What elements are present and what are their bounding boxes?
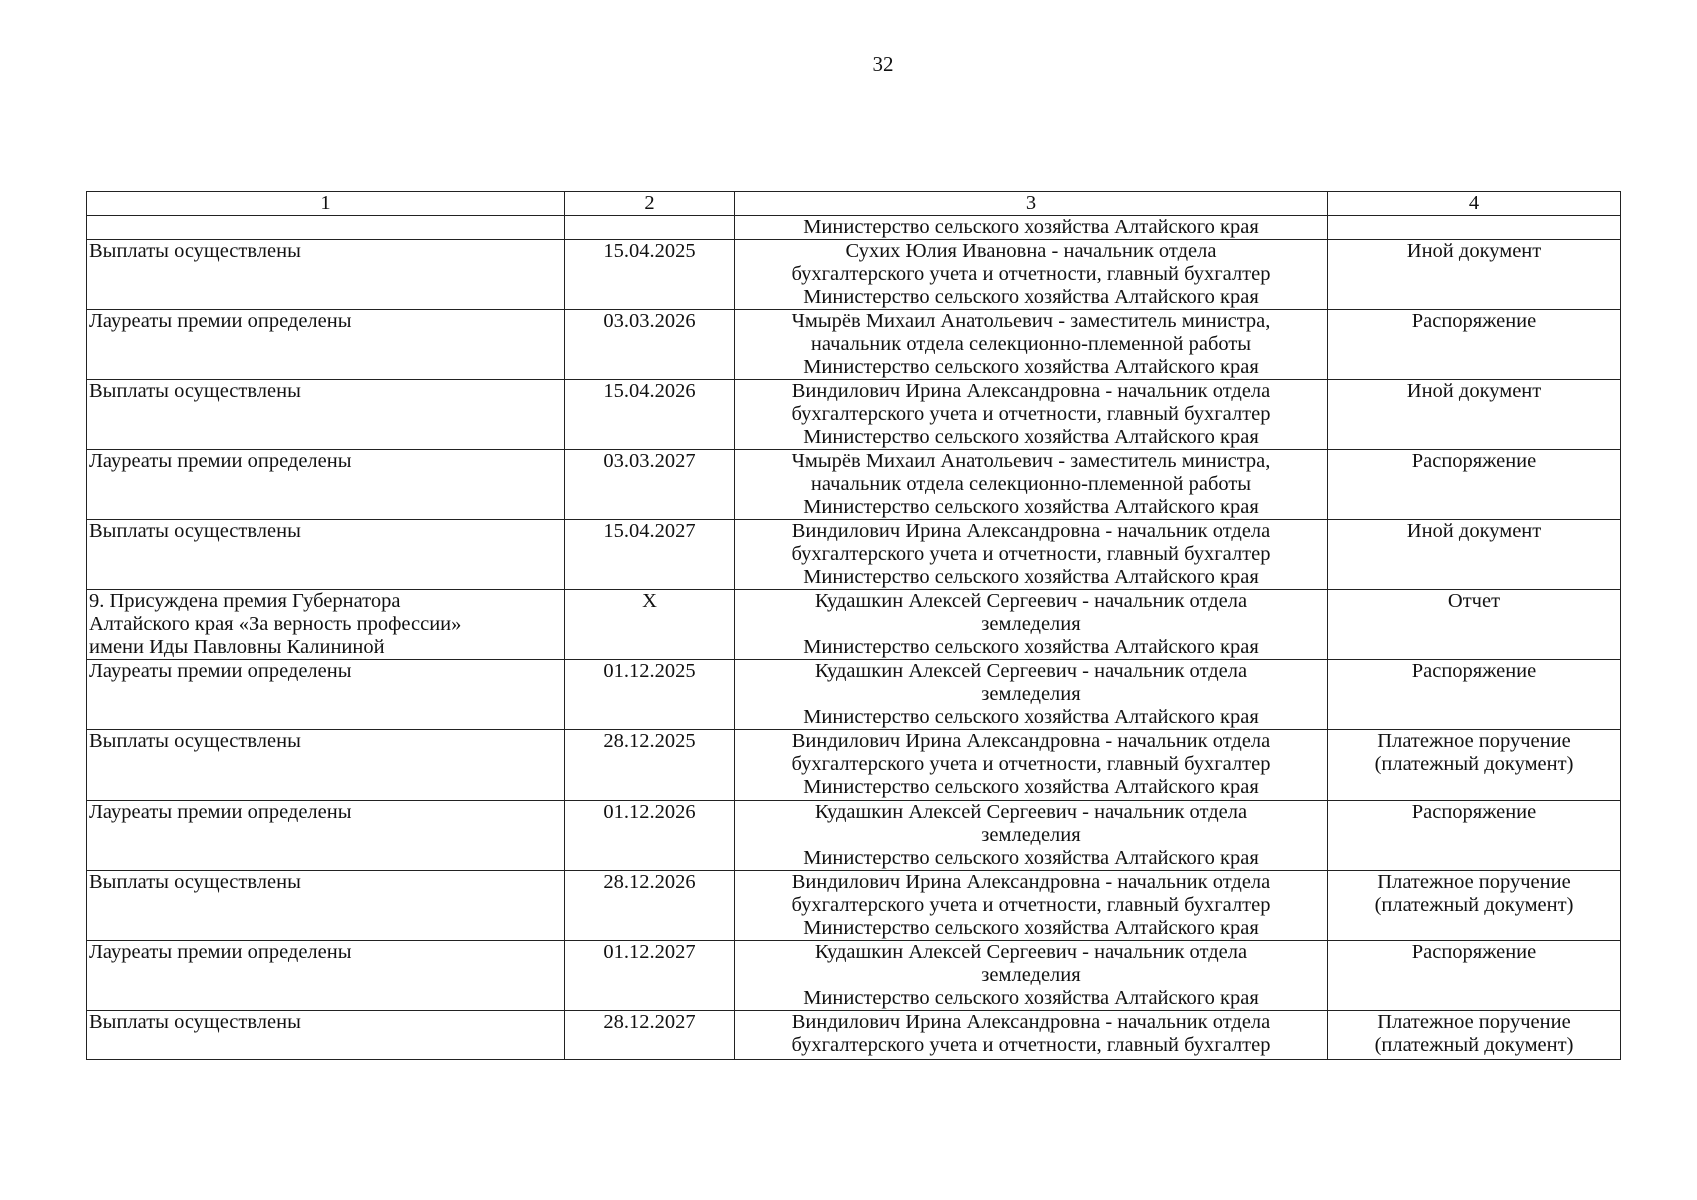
- text-line: Виндилович Ирина Александровна - начальник отдела: [791, 380, 1271, 402]
- cell-event: [87, 450, 565, 520]
- table-row: [87, 730, 1621, 801]
- text-line: бухгалтерского учета и отчетности, главный бухгалтер: [791, 894, 1271, 916]
- cell-event: [87, 730, 565, 801]
- text-line: Лауреаты премии определены: [89, 450, 352, 472]
- cell-date: [565, 590, 735, 660]
- cell-responsible: [735, 801, 1328, 871]
- text-line: 01.12.2025: [603, 660, 696, 682]
- text-line: Выплаты осуществлены: [89, 730, 301, 752]
- text-line: Лауреаты премии определены: [89, 801, 352, 823]
- text-line: имени Иды Павловны Калининой: [89, 636, 385, 658]
- cell-event: [87, 520, 565, 590]
- text-line: Сухих Юлия Ивановна - начальник отдела: [845, 240, 1217, 262]
- text-line: Виндилович Ирина Александровна - начальник отдела: [791, 871, 1271, 893]
- text-line: Распоряжение: [1411, 941, 1537, 963]
- text-line: Чмырёв Михаил Анатольевич - заместитель министра,: [791, 310, 1271, 332]
- text-line: 01.12.2026: [603, 801, 696, 823]
- table-row: [87, 380, 1621, 450]
- cell-date: [565, 801, 735, 871]
- cell-responsible: [735, 520, 1328, 590]
- text-line: Министерство сельского хозяйства Алтайского края: [803, 636, 1259, 658]
- text-line: Лауреаты премии определены: [89, 941, 352, 963]
- text-line: Отчет: [1447, 590, 1501, 612]
- cell-document: [1328, 1011, 1621, 1060]
- table-row: [87, 450, 1621, 520]
- text-line: Министерство сельского хозяйства Алтайского края: [803, 706, 1259, 728]
- cell-responsible: [735, 310, 1328, 380]
- cell-responsible: [735, 216, 1328, 240]
- cell-responsible: [735, 380, 1328, 450]
- text-line: (платежный документ): [1374, 894, 1574, 916]
- cell-date: [565, 520, 735, 590]
- table-row: [87, 801, 1621, 871]
- cell-responsible: [735, 590, 1328, 660]
- cell-responsible: [735, 1011, 1328, 1060]
- text-line: 15.04.2025: [603, 240, 696, 262]
- text-line: земледелия: [981, 613, 1081, 635]
- cell-date: [565, 240, 735, 310]
- text-line: 01.12.2027: [603, 941, 696, 963]
- cell-event: [87, 310, 565, 380]
- text-line: Министерство сельского хозяйства Алтайского края: [803, 356, 1259, 378]
- text-line: Иной документ: [1406, 240, 1542, 262]
- cell-document: [1328, 801, 1621, 871]
- text-line: Алтайского края «За верность профессии»: [89, 613, 462, 635]
- text-line: 28.12.2027: [603, 1011, 696, 1033]
- cell-event: [87, 380, 565, 450]
- text-line: Выплаты осуществлены: [89, 1011, 301, 1033]
- text-line: бухгалтерского учета и отчетности, главный бухгалтер: [791, 263, 1271, 285]
- header-col-4: 4: [1328, 192, 1621, 216]
- page-number: 32: [872, 52, 894, 76]
- text-line: начальник отдела селекционно-племенной работы: [810, 473, 1252, 495]
- text-line: земледелия: [981, 824, 1081, 846]
- cell-date: [565, 730, 735, 801]
- text-line: Министерство сельского хозяйства Алтайского края: [803, 776, 1259, 798]
- continuation-row: [87, 216, 1621, 240]
- cell-document: [1328, 590, 1621, 660]
- cell-date: [565, 660, 735, 730]
- text-line: Иной документ: [1406, 520, 1542, 542]
- text-line: 15.04.2026: [603, 380, 696, 402]
- text-line: Платежное поручение: [1377, 871, 1571, 893]
- table-header-row: [87, 192, 1621, 216]
- text-line: начальник отдела селекционно-племенной работы: [810, 333, 1252, 355]
- text-line: бухгалтерского учета и отчетности, главный бухгалтер: [791, 753, 1271, 775]
- cell-responsible: [735, 450, 1328, 520]
- table-row: [87, 240, 1621, 310]
- text-line: Лауреаты премии определены: [89, 310, 352, 332]
- text-line: бухгалтерского учета и отчетности, главный бухгалтер: [791, 543, 1271, 565]
- text-line: Распоряжение: [1411, 801, 1537, 823]
- text-line: Кудашкин Алексей Сергеевич - начальник отдела: [814, 590, 1248, 612]
- cell-date: [565, 216, 735, 240]
- text-line: Кудашкин Алексей Сергеевич - начальник отдела: [814, 660, 1248, 682]
- text-line: бухгалтерского учета и отчетности, главный бухгалтер: [791, 1034, 1271, 1056]
- text-line: Кудашкин Алексей Сергеевич - начальник отдела: [814, 801, 1248, 823]
- cell-date: [565, 941, 735, 1011]
- text-line: Распоряжение: [1411, 660, 1537, 682]
- text-line: 15.04.2027: [603, 520, 696, 542]
- cell-document: [1328, 941, 1621, 1011]
- cell-event: [87, 240, 565, 310]
- cell-document: [1328, 240, 1621, 310]
- text-line: Х: [642, 590, 657, 612]
- text-line: Виндилович Ирина Александровна - начальник отдела: [791, 730, 1271, 752]
- text-line: 28.12.2025: [603, 730, 696, 752]
- text-line: Виндилович Ирина Александровна - начальник отдела: [791, 1011, 1271, 1033]
- cell-event: [87, 660, 565, 730]
- text-line: земледелия: [981, 683, 1081, 705]
- cell-document: [1328, 660, 1621, 730]
- table-row: [87, 941, 1621, 1011]
- cell-event: [87, 590, 565, 660]
- text-line: Чмырёв Михаил Анатольевич - заместитель министра,: [791, 450, 1271, 472]
- text-line: Кудашкин Алексей Сергеевич - начальник отдела: [814, 941, 1248, 963]
- cell-date: [565, 450, 735, 520]
- cell-date: [565, 871, 735, 941]
- header-col-2: 2: [565, 192, 735, 216]
- cell-document: [1328, 380, 1621, 450]
- cell-responsible: [735, 240, 1328, 310]
- cell-event: [87, 801, 565, 871]
- cell-document: [1328, 310, 1621, 380]
- text-line: (платежный документ): [1374, 753, 1574, 775]
- cell-document: [1328, 871, 1621, 941]
- cell-document: [1328, 450, 1621, 520]
- text-line: Распоряжение: [1411, 310, 1537, 332]
- cell-document: [1328, 730, 1621, 801]
- text-line: бухгалтерского учета и отчетности, главный бухгалтер: [791, 403, 1271, 425]
- text-line: Выплаты осуществлены: [89, 871, 301, 893]
- cell-responsible: [735, 941, 1328, 1011]
- cell-event: [87, 216, 565, 240]
- cell-date: [565, 310, 735, 380]
- text-line: Министерство сельского хозяйства Алтайского края: [803, 496, 1259, 518]
- cell-responsible: [735, 730, 1328, 801]
- cell-event: [87, 941, 565, 1011]
- text-line: Министерство сельского хозяйства Алтайского края: [803, 987, 1259, 1009]
- cell-event: [87, 871, 565, 941]
- text-line: (платежный документ): [1374, 1034, 1574, 1056]
- text-line: Лауреаты премии определены: [89, 660, 352, 682]
- text-line: Платежное поручение: [1377, 1011, 1571, 1033]
- header-col-3: 3: [735, 192, 1328, 216]
- cell-responsible: [735, 871, 1328, 941]
- table-row: [87, 590, 1621, 660]
- text-line: Виндилович Ирина Александровна - начальник отдела: [791, 520, 1271, 542]
- text-line: Выплаты осуществлены: [89, 520, 301, 542]
- table-row: [87, 1011, 1621, 1060]
- text-line: Министерство сельского хозяйства Алтайского края: [803, 566, 1259, 588]
- activity-table: [86, 191, 1621, 1060]
- table-row: [87, 310, 1621, 380]
- cell-document: [1328, 520, 1621, 590]
- text-line: Министерство сельского хозяйства Алтайского края: [803, 216, 1259, 238]
- table-row: [87, 520, 1621, 590]
- cell-event: [87, 1011, 565, 1060]
- cell-document: [1328, 216, 1621, 240]
- text-line: Выплаты осуществлены: [89, 380, 301, 402]
- text-line: Министерство сельского хозяйства Алтайского края: [803, 286, 1259, 308]
- cell-date: [565, 380, 735, 450]
- text-line: 9. Присуждена премия Губернатора: [89, 590, 401, 612]
- text-line: 03.03.2027: [603, 450, 696, 472]
- text-line: Иной документ: [1406, 380, 1542, 402]
- text-line: 03.03.2026: [603, 310, 696, 332]
- text-line: Министерство сельского хозяйства Алтайского края: [803, 847, 1259, 869]
- text-line: Министерство сельского хозяйства Алтайского края: [803, 426, 1259, 448]
- table-body: [87, 216, 1621, 1060]
- text-line: земледелия: [981, 964, 1081, 986]
- text-line: Выплаты осуществлены: [89, 240, 301, 262]
- header-col-1: 1: [87, 192, 565, 216]
- text-line: Министерство сельского хозяйства Алтайского края: [803, 917, 1259, 939]
- text-line: 28.12.2026: [603, 871, 696, 893]
- text-line: Платежное поручение: [1377, 730, 1571, 752]
- cell-date: [565, 1011, 735, 1060]
- cell-responsible: [735, 660, 1328, 730]
- table-row: [87, 660, 1621, 730]
- text-line: Распоряжение: [1411, 450, 1537, 472]
- table-row: [87, 871, 1621, 941]
